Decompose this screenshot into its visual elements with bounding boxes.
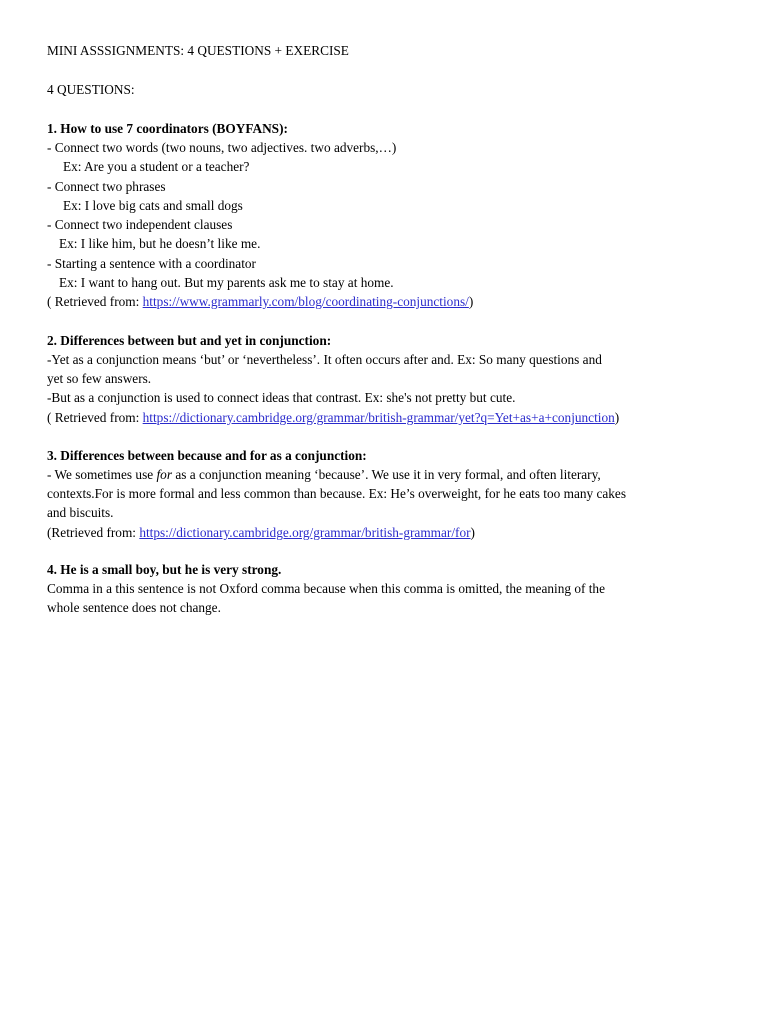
q2-line: yet so few answers. xyxy=(47,371,152,386)
q1-reference-link[interactable]: https://www.grammarly.com/blog/coordinating-conjunctions/ xyxy=(142,294,469,309)
q1-line: - Connect two words (two nouns, two adjectives. two adverbs,…) xyxy=(47,140,397,155)
q2-reference-link[interactable]: https://dictionary.cambridge.org/grammar/british-grammar/yet?q=Yet+as+a+conjunction xyxy=(142,410,615,425)
q1-example: Ex: Are you a student or a teacher? xyxy=(63,159,250,174)
q1-line: - Connect two independent clauses xyxy=(47,217,233,232)
q1-example: Ex: I want to hang out. But my parents ask me to stay at home. xyxy=(59,275,394,290)
q1-example: Ex: I love big cats and small dogs xyxy=(63,198,243,213)
q3-line: contexts.For is more formal and less common than because. Ex: He’s overweight, for he eats too many cakes xyxy=(47,486,626,501)
question-4-heading: 4. He is a small boy, but he is very strong. xyxy=(47,562,282,577)
q2-reference-prefix: ( Retrieved from: xyxy=(47,410,143,425)
q1-line: - Connect two phrases xyxy=(47,179,166,194)
q3-line xyxy=(47,465,601,484)
q2-reference-suffix: ) xyxy=(614,410,620,425)
q1-reference-prefix: ( Retrieved from: xyxy=(47,294,143,309)
q3-italic-word: for xyxy=(156,467,173,482)
question-1-heading: 1. How to use 7 coordinators (BOYFANS): xyxy=(47,121,288,136)
document-title: MINI ASSSIGNMENTS: 4 QUESTIONS + EXERCISE xyxy=(47,43,349,58)
q3-reference-suffix: ) xyxy=(470,525,475,540)
q2-line: -Yet as a conjunction means ‘but’ or ‘nevertheless’. It often occurs after and. Ex: So many questions and xyxy=(47,352,602,367)
q1-example: Ex: I like him, but he doesn’t like me. xyxy=(59,236,261,251)
q1-line: - Starting a sentence with a coordinator xyxy=(47,256,256,271)
q3-line: and biscuits. xyxy=(47,505,114,520)
q4-line: Comma in a this sentence is not Oxford comma because when this comma is omitted, the meaning of the xyxy=(47,581,605,596)
q3-line-start: - We sometimes use xyxy=(47,467,157,482)
q3-reference xyxy=(47,523,475,542)
q3-reference-link[interactable]: https://dictionary.cambridge.org/grammar/british-grammar/for xyxy=(139,525,471,540)
q1-reference-suffix: ) xyxy=(468,294,474,309)
q3-line-end: as a conjunction meaning ‘because’. We use it in very formal, and often literary, xyxy=(172,467,601,482)
q2-line: -But as a conjunction is used to connect ideas that contrast. Ex: she's not pretty but cute. xyxy=(47,390,516,405)
q3-reference-prefix: (Retrieved from: xyxy=(47,525,140,540)
q1-reference xyxy=(47,292,473,311)
q4-line: whole sentence does not change. xyxy=(47,600,221,615)
section-heading: 4 QUESTIONS: xyxy=(47,82,135,97)
q2-reference xyxy=(47,408,619,427)
question-2-heading: 2. Differences between but and yet in conjunction: xyxy=(47,333,332,348)
question-3-heading: 3. Differences between because and for as a conjunction: xyxy=(47,448,367,463)
